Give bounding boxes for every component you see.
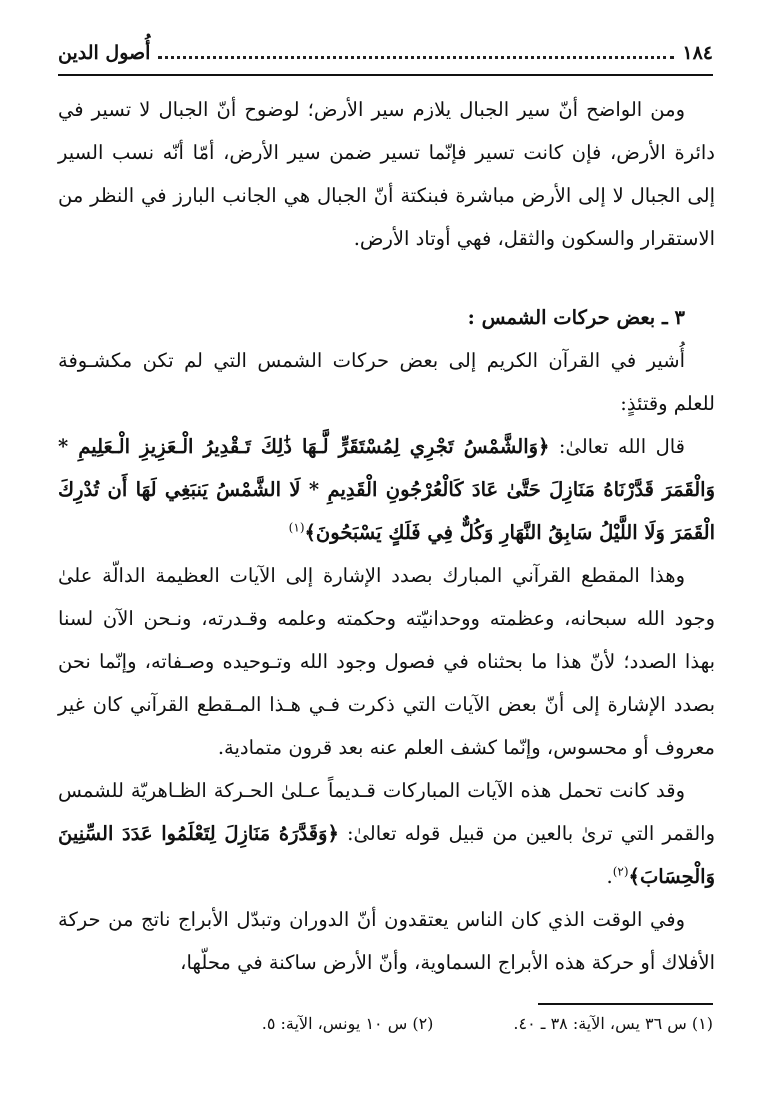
footnote-1: (١) س ٣٦ يس، الآية: ٣٨ ـ ٤٠. — [513, 1014, 713, 1033]
footnote-ref-1[interactable]: (١) — [288, 520, 305, 535]
book-title: أُصول الدين — [58, 42, 151, 64]
apparent-motion-end: . — [606, 865, 613, 888]
page-body — [58, 88, 715, 984]
footnote-ref-2[interactable]: (٢) — [612, 864, 629, 879]
header-dot-leader — [158, 56, 674, 59]
paragraph-intro: أُشير في القرآن الكريم إلى بعض حركات الشمس التي لم تكن مكشـوفة للعلم وقتئذٍ: — [58, 349, 715, 415]
paragraph-commentary: وهذا المقطع القرآني المبارك بصدد الإشارة إلى الآيات العظيمة الدالّة علىٰ وجود الله سبحانه، وعظمته ووحدانيّته وحكمته وعلمه وقـدرته، ونـحن الآن لسنا بهذا الصدد؛ لأنّ هذا ما بحثناه في فصول وجود الله وتـوحيده وصـفاته، وإنّما نحن بصدد الإشارة إلى أنّ بعض الآيات التي ذكرت فـي هـذا المـقطع القرآني كان غير معروف أو محسوس، وإنّما كشف العلم عنه بعد قرون متمادية. — [58, 564, 715, 759]
section-heading: ٣ ـ بعض حركات الشمس : — [467, 306, 685, 329]
quran-verse-yunus: ﴿وَقَدَّرَهُ مَنَازِلَ لِتَعْلَمُوا عَدَدَ السِّنِينَ وَالْحِسَابَ﴾ — [58, 822, 715, 888]
paragraph-mountains: ومن الواضح أنّ سير الجبال يلازم سير الأرض؛ لوضوح أنّ الجبال لا تسير في دائرة الأرض، فإن كانت تسير فإنّما تسير ضمن سير الأرض، أمّا أنّه نسب السير إلى الجبال لا إلى الأرض مباشرة فبنكتة أنّ الجبال هي الجانب البارز في النظر من الاستقرار والسكون والثقل، فهي أوتاد الأرض. — [58, 98, 715, 250]
footnotes — [58, 1014, 713, 1044]
paragraph-apparent-motion — [58, 769, 715, 898]
footnote-divider — [538, 1003, 713, 1005]
page-number: ١٨٤ — [682, 42, 713, 64]
verse-intro: قال الله تعالىٰ: — [549, 435, 685, 458]
footnote-2: (٢) س ١٠ يونس، الآية: ٥. — [261, 1014, 434, 1033]
paragraph-verse — [58, 425, 715, 554]
running-header — [58, 36, 713, 70]
paragraph-belief: وفي الوقت الذي كان الناس يعتقدون أنّ الدوران وتبدّل الأبراج ناتج من حركة الأفلاك أو حركة هذه الأبراج السماوية، وأنّ الأرض ساكنة في محلّها، — [58, 908, 715, 974]
apparent-motion-text: وقد كانت تحمل هذه الآيات المباركات قـديماً عـلىٰ الحـركة الظـاهريّة للشمس والقمر التي ترىٰ بالعين من قبيل قوله تعالىٰ: — [58, 779, 715, 845]
header-divider — [58, 74, 713, 76]
quran-verse-yasin: ﴿وَالشَّمْسُ تَجْرِي لِمُسْتَقَرٍّ لَّـهَا ذَٰلِكَ تَـقْدِيرُ الْـعَزِيزِ الْـعَلِيمِ * وَالْقَمَرَ قَدَّرْنَاهُ مَنَازِلَ حَتَّىٰ عَادَ كَالْعُرْجُونِ الْقَدِيمِ * لَا الشَّمْسُ يَنبَغِي لَهَا أَن تُدْرِكَ الْقَمَرَ وَلَا اللَّيْلُ سَابِقُ النَّهَارِ وَكُلٌّ فِي فَلَكٍ يَسْبَحُونَ﴾ — [58, 435, 715, 544]
